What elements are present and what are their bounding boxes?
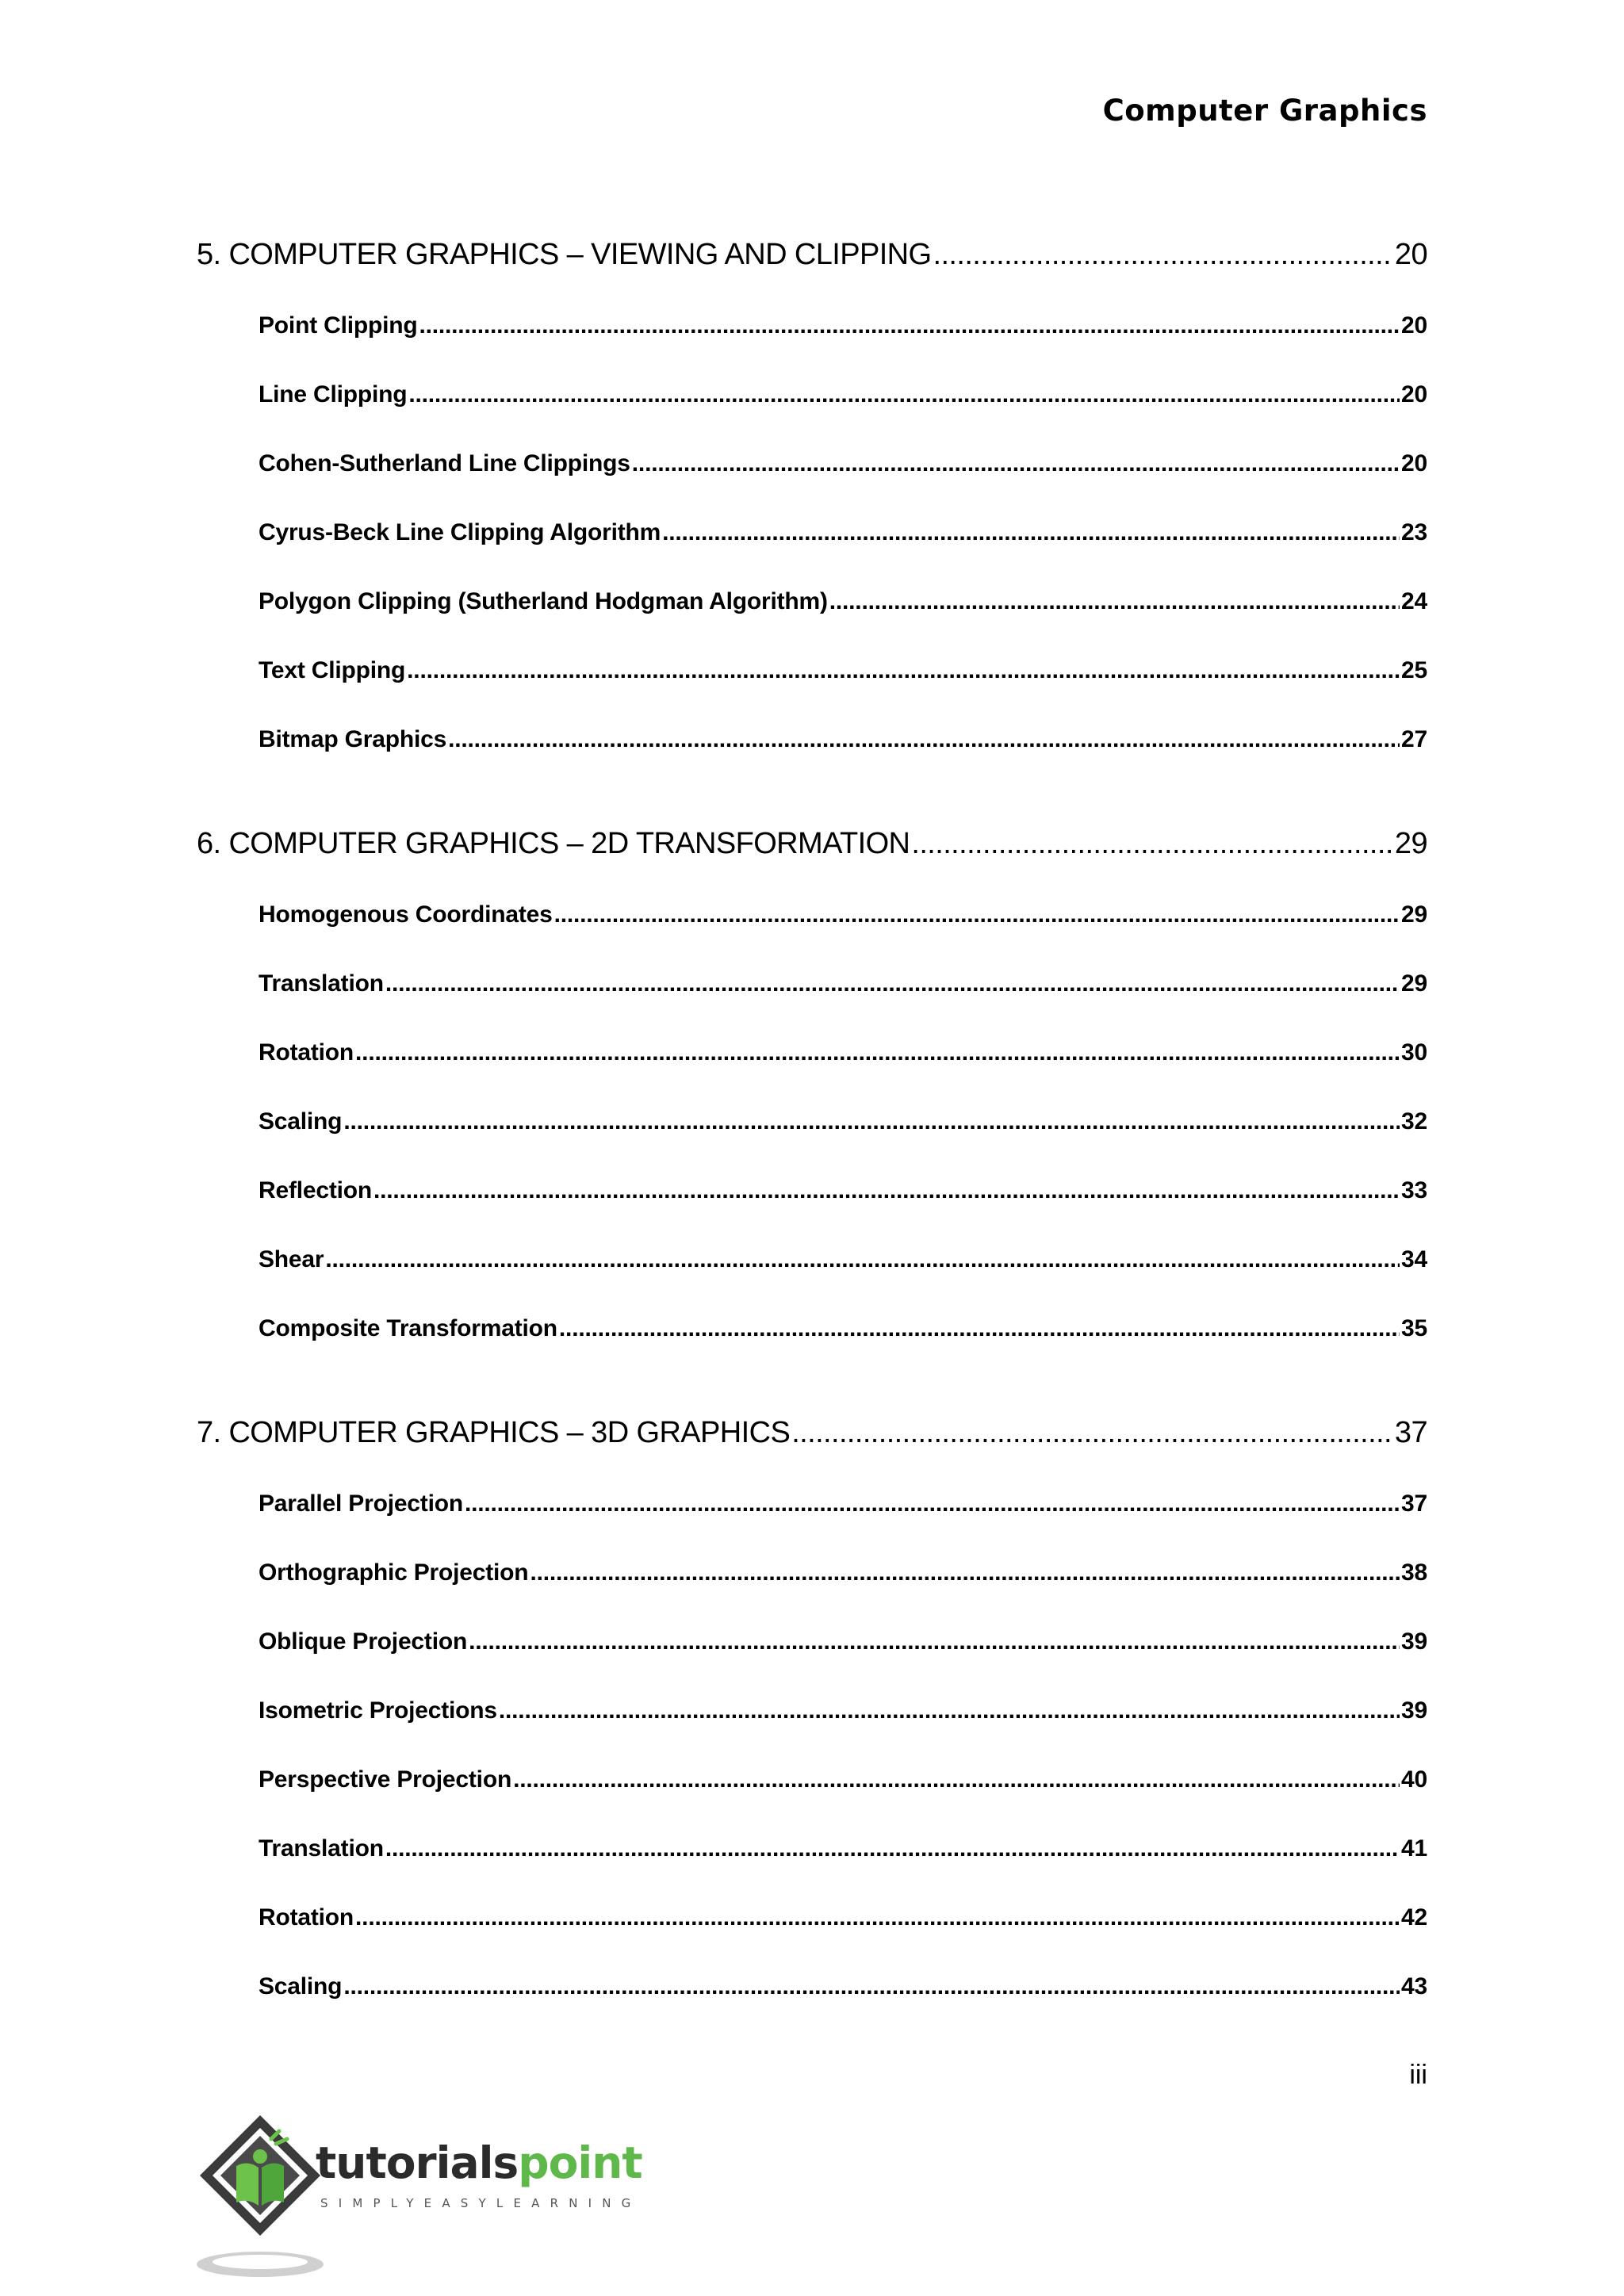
toc-entry-link[interactable] (197, 1315, 1427, 1384)
toc-leader-dots (325, 1246, 1400, 1273)
toc-leader-dots (408, 381, 1400, 408)
toc-entry-link[interactable] (197, 381, 1427, 450)
toc-leader-dots (355, 1039, 1400, 1066)
toc-entry-link[interactable] (197, 1559, 1427, 1628)
toc-entry-page: 33 (1401, 1177, 1427, 1203)
toc-entry-page: 27 (1401, 726, 1427, 752)
toc-entry-link[interactable] (197, 1108, 1427, 1177)
toc-entry-title: Composite Transformation (259, 1315, 557, 1341)
toc-entry-page: 23 (1401, 519, 1427, 545)
toc-entry-page: 30 (1401, 1039, 1427, 1066)
toc-entry-page: 34 (1401, 1246, 1427, 1272)
toc-entry-title: Rotation (259, 1039, 354, 1066)
toc-leader-dots (355, 1904, 1400, 1931)
toc-entry-title: Perspective Projection (259, 1766, 512, 1793)
toc-chapter-page: 29 (1394, 827, 1427, 860)
toc-chapter-title: 6. COMPUTER GRAPHICS – 2D TRANSFORMATION (197, 827, 910, 860)
toc-leader-dots (448, 726, 1400, 753)
toc-leader-dots (419, 312, 1400, 339)
toc-leader-dots (343, 1973, 1400, 2000)
toc-entry-link[interactable] (197, 1835, 1427, 1904)
toc-leader-dots (373, 1177, 1400, 1204)
toc-entry-page: 43 (1401, 1973, 1427, 1999)
toc-entry-title: Parallel Projection (259, 1490, 463, 1517)
toc-entry-page: 20 (1401, 312, 1427, 339)
toc-entry-link[interactable] (197, 1490, 1427, 1559)
toc-leader-dots (791, 1416, 1393, 1450)
toc-entry-link[interactable] (197, 519, 1427, 588)
toc-entry-title: Shear (259, 1246, 324, 1272)
toc-entry-page: 32 (1401, 1108, 1427, 1135)
toc-entry-page: 35 (1401, 1315, 1427, 1341)
toc-entry-title: Point Clipping (259, 312, 418, 339)
toc-chapter-link[interactable] (197, 827, 1427, 901)
toc-leader-dots (559, 1315, 1400, 1342)
logo-word-point: point (518, 2137, 642, 2188)
toc-entry-page: 20 (1401, 381, 1427, 408)
toc-entry-title: Isometric Projections (259, 1697, 497, 1724)
toc-entry-link[interactable] (197, 1973, 1427, 2042)
toc-entry-link[interactable] (197, 1246, 1427, 1315)
toc-entry-page: 38 (1401, 1559, 1427, 1586)
toc-entry-title: Translation (259, 970, 384, 997)
toc-leader-dots (385, 970, 1400, 997)
toc-entry-title: Translation (259, 1835, 384, 1862)
toc-entry-page: 39 (1401, 1697, 1427, 1724)
toc-entry-title: Scaling (259, 1108, 343, 1135)
toc-entry-page: 24 (1401, 588, 1427, 614)
logo-tagline: SIMPLYEASYLEARNING (320, 2196, 642, 2210)
toc-entry-page: 20 (1401, 450, 1427, 476)
toc-leader-dots (829, 588, 1400, 615)
toc-entry-title: Line Clipping (259, 381, 408, 408)
table-of-contents (197, 238, 1427, 2042)
toc-entry-title: Scaling (259, 1973, 343, 1999)
toc-entry-title: Orthographic Projection (259, 1559, 529, 1586)
toc-entry-title: Cohen-Sutherland Line Clippings (259, 450, 630, 476)
toc-entry-page: 29 (1401, 901, 1427, 928)
toc-entry-link[interactable] (197, 1177, 1427, 1246)
running-header: Computer Graphics (1102, 94, 1427, 128)
toc-chapter-link[interactable] (197, 1416, 1427, 1490)
toc-leader-dots (513, 1766, 1400, 1793)
logo-wordmark (316, 2137, 642, 2188)
toc-leader-dots (469, 1628, 1400, 1655)
toc-entry-title: Oblique Projection (259, 1628, 468, 1655)
toc-entry-link[interactable] (197, 970, 1427, 1039)
toc-leader-dots (530, 1559, 1400, 1586)
tutorialspoint-logo-icon (195, 2109, 330, 2285)
toc-entry-title: Polygon Clipping (Sutherland Hodgman Algorithm) (259, 588, 828, 614)
tutorialspoint-logo (195, 2109, 642, 2291)
toc-entry-link[interactable] (197, 901, 1427, 970)
toc-entry-link[interactable] (197, 1697, 1427, 1766)
toc-entry-title: Text Clipping (259, 657, 406, 683)
toc-leader-dots (933, 238, 1392, 272)
toc-leader-dots (662, 519, 1400, 546)
toc-entry-title: Reflection (259, 1177, 373, 1203)
toc-entry-title: Rotation (259, 1904, 354, 1931)
toc-chapter-link[interactable] (197, 238, 1427, 312)
toc-leader-dots (632, 450, 1400, 477)
toc-chapter-title: 7. COMPUTER GRAPHICS – 3D GRAPHICS (197, 1416, 791, 1449)
logo-word-tutorials: tutorials (316, 2137, 519, 2188)
toc-leader-dots (499, 1697, 1400, 1724)
toc-entry-link[interactable] (197, 657, 1427, 726)
toc-leader-dots (385, 1835, 1400, 1862)
toc-entry-page: 25 (1401, 657, 1427, 683)
toc-entry-page: 29 (1401, 970, 1427, 997)
toc-entry-link[interactable] (197, 1628, 1427, 1697)
toc-leader-dots (554, 901, 1400, 928)
toc-leader-dots (465, 1490, 1400, 1517)
toc-entry-title: Bitmap Graphics (259, 726, 447, 752)
toc-entry-link[interactable] (197, 1039, 1427, 1108)
toc-entry-link[interactable] (197, 1904, 1427, 1973)
toc-chapter-page: 37 (1394, 1416, 1427, 1449)
toc-entry-link[interactable] (197, 726, 1427, 795)
toc-entry-page: 39 (1401, 1628, 1427, 1655)
toc-chapter-page: 20 (1394, 238, 1427, 271)
toc-entry-page: 42 (1401, 1904, 1427, 1931)
toc-chapter-title: 5. COMPUTER GRAPHICS – VIEWING AND CLIPPING (197, 238, 932, 271)
toc-entry-link[interactable] (197, 312, 1427, 381)
toc-entry-link[interactable] (197, 1766, 1427, 1835)
toc-leader-dots (911, 827, 1393, 861)
toc-entry-title: Homogenous Coordinates (259, 901, 553, 928)
toc-entry-page: 41 (1401, 1835, 1427, 1862)
toc-entry-page: 40 (1401, 1766, 1427, 1793)
toc-entry-link[interactable] (197, 588, 1427, 657)
toc-entry-page: 37 (1401, 1490, 1427, 1517)
toc-leader-dots (343, 1108, 1400, 1135)
toc-entry-link[interactable] (197, 450, 1427, 519)
toc-entry-title: Cyrus-Beck Line Clipping Algorithm (259, 519, 661, 545)
toc-leader-dots (407, 657, 1400, 684)
page-number: iii (1409, 2060, 1427, 2090)
